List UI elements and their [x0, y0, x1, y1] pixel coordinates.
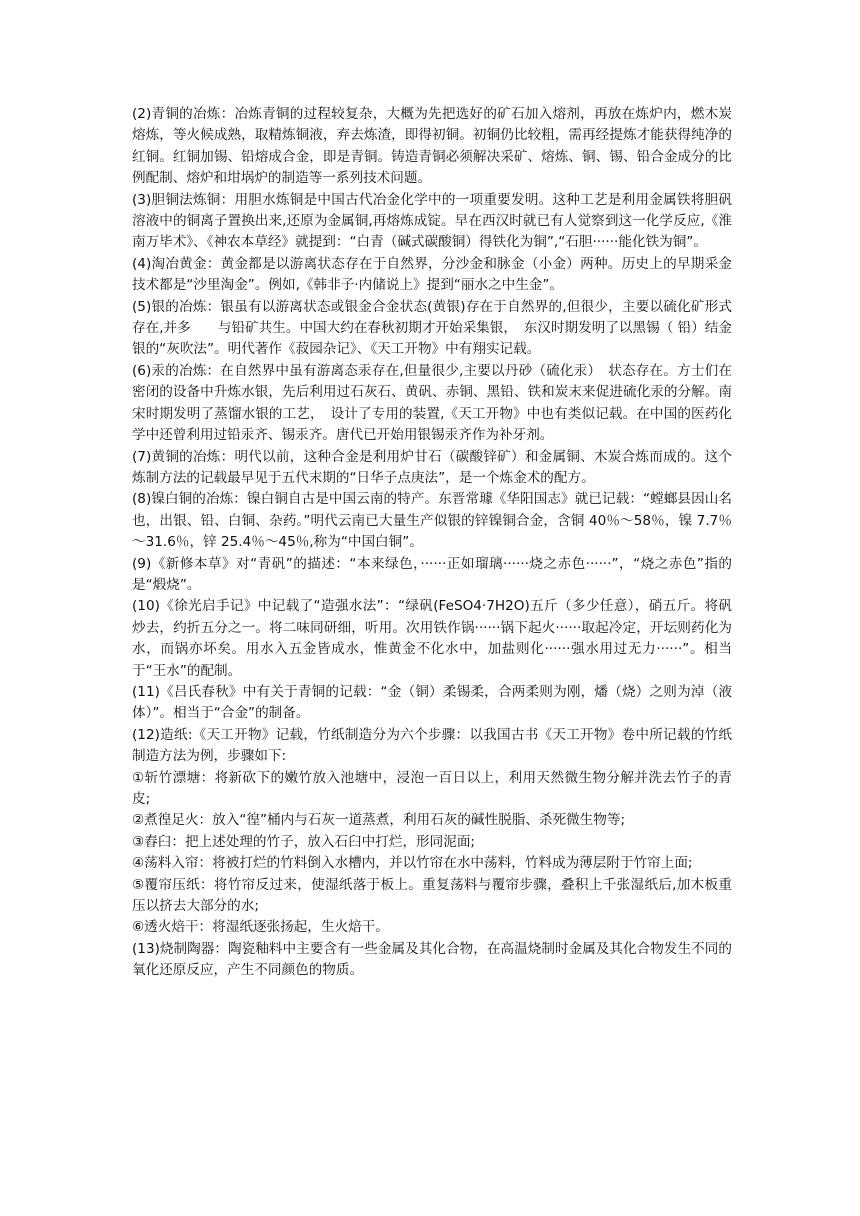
papermaking-step-4: ④荡料入帘：将被打烂的竹料倒入水槽内，并以竹帘在水中荡料，竹料成为薄层附于竹帘上面;: [132, 855, 693, 872]
papermaking-step-6: ⑥透火焙干：将湿纸逐张扬起，生火焙干。: [132, 919, 389, 936]
paragraph-xu-guangqi-notes: (10)《徐光启手记》中记载了“造强水法”：“绿矾(FeSO4·7H2O)五斤（多少任意），硝五斤。将矾炒去，约折五分之一。将二味同研细，听用。次用铁作锅······锅下起火······取起冷定，开坛则药化为水，而锅亦坏矣。用水入五金皆成水，惟黄金不化水中，加盐则化······强水用过无力······”。相当于“王水”的配制。: [132, 598, 732, 679]
paragraph-mercury-smelting: (6)汞的冶炼：在自然界中虽有游离态汞存在,但量很少,主要以丹砂（硫化汞） 状态存在。方士们在密闭的设备中升炼水银，先后利用过石灰石、黄矾、赤铜、黑铅、铁和炭末来促进硫化汞的分解。南宋时期发明了蒸馏水银的工艺， 设计了专用的装置,《天工开物》中也有类似记载。在中国的医药化学中还曾利用过铅汞齐、锡汞齐。唐代已开始用银锡汞齐作为补牙剂。: [132, 362, 732, 444]
paragraph-copper-sulfate-method: (3)胆铜法炼铜：用胆水炼铜是中国古代冶金化学中的一项重要发明。这种工艺是利用金属铁将胆矾溶液中的铜离子置换出来,还原为金属铜,再熔炼成锭。早在西汉时就已有人觉察到这一化学反应,《淮南万毕术》、《神农本草经》就提到：“白青（碱式碳酸铜）得铁化为铜”,“石胆······能化铁为铜”。: [132, 191, 732, 251]
papermaking-step-1: ①斩竹漂塘：将新砍下的嫩竹放入池塘中，浸泡一百日以上，利用天然微生物分解并洗去竹子的青皮;: [132, 769, 732, 807]
paragraph-gold-panning: (4)淘冶黄金：黄金都是以游离状态存在于自然界，分沙金和脉金（小金）两种。历史上的早期采金技术都是“沙里淘金”。例如,《韩非子·内储说上》提到“丽水之中生金”。: [132, 255, 732, 294]
paragraph-papermaking-intro: (12)造纸:《天工开物》记载，竹纸制造分为六个步骤：以我国古书《天工开物》卷中所记载的竹纸制造方法为例，步骤如下:: [132, 726, 732, 765]
paragraph-nickel-silver: (8)镍白铜的冶炼：镍白铜自古是中国云南的特产。东晋常璩《华阳国志》就已记载：“螳螂县因山名也，出银、铅、白铜、杂药。”明代云南已大量生产似银的锌镍铜合金，含铜 40％～58％，镍 7.7％～31.6％，锌 25.4％～45％,称为“中国白铜”。: [132, 491, 732, 551]
papermaking-step-3: ③舂臼：把上述处理的竹子，放入石臼中打烂，形同泥面;: [132, 833, 476, 850]
paragraph-lushi-chunqiu: (11)《吕氏春秋》中有关于青铜的记载：“金（铜）柔锡柔，合两柔则为刚，燔（烧）之则为淖（液体）”。相当于“合金”的制备。: [132, 683, 732, 722]
paragraph-bronze-smelting: (2)青铜的冶炼：冶炼青铜的过程较复杂，大概为先把选好的矿石加入熔剂，再放在炼炉内，燃木炭熔炼，等火候成熟，取精炼铜液，弃去炼渣，即得初铜。初铜仍比较粗，需再经提炼才能获得纯净的红铜。红铜加锡、铅熔成合金，即是青铜。铸造青铜必须解决采矿、熔炼、铜、锡、铅合金成分的比例配制、熔炉和坩埚炉的制造等一系列技术问题。: [132, 106, 732, 187]
paragraph-silver-smelting: (5)银的冶炼：银虽有以游离状态或银金合金状态(黄银)存在于自然界的,但很少，主要以硫化矿形式存在,并多 与铅矿共生。中国大约在春秋初期才开始采集银， 东汉时期发明了以黑锡（ 铅）结金银的“灰吹法”。明代著作《菽园杂记》、《天工开物》中有翔实记载。: [132, 298, 732, 358]
paragraph-brass-smelting: (7)黄铜的冶炼：明代以前，这种合金是利用炉甘石（碳酸锌矿）和金属铜、木炭合炼而成的。这个炼制方法的记载最早见于五代末期的“日华子点庚法”，是一个炼金术的配方。: [132, 448, 732, 486]
papermaking-step-5: ⑤覆帘压纸：将竹帘反过来，使湿纸落于板上。重复荡料与覆帘步骤，叠积上千张湿纸后,加木板重压以挤去大部分的水;: [132, 876, 732, 915]
paragraph-pottery-firing: (13)烧制陶器：陶瓷釉料中主要含有一些金属及其化合物，在高温烧制时金属及其化合物发生不同的氧化还原反应，产生不同颜色的物质。: [132, 940, 732, 979]
papermaking-step-2: ②煮徨足火：放入“徨”桶内与石灰一道蒸煮，利用石灰的碱性脱脂、杀死微生物等;: [132, 812, 626, 829]
paragraph-xinxiu-bencao: (9)《新修本草》对“青矾”的描述：“本来绿色，······正如瑠璃······烧之赤色······”，“烧之赤色”指的是“煅烧”。: [132, 555, 732, 593]
document-body: [132, 104, 732, 982]
